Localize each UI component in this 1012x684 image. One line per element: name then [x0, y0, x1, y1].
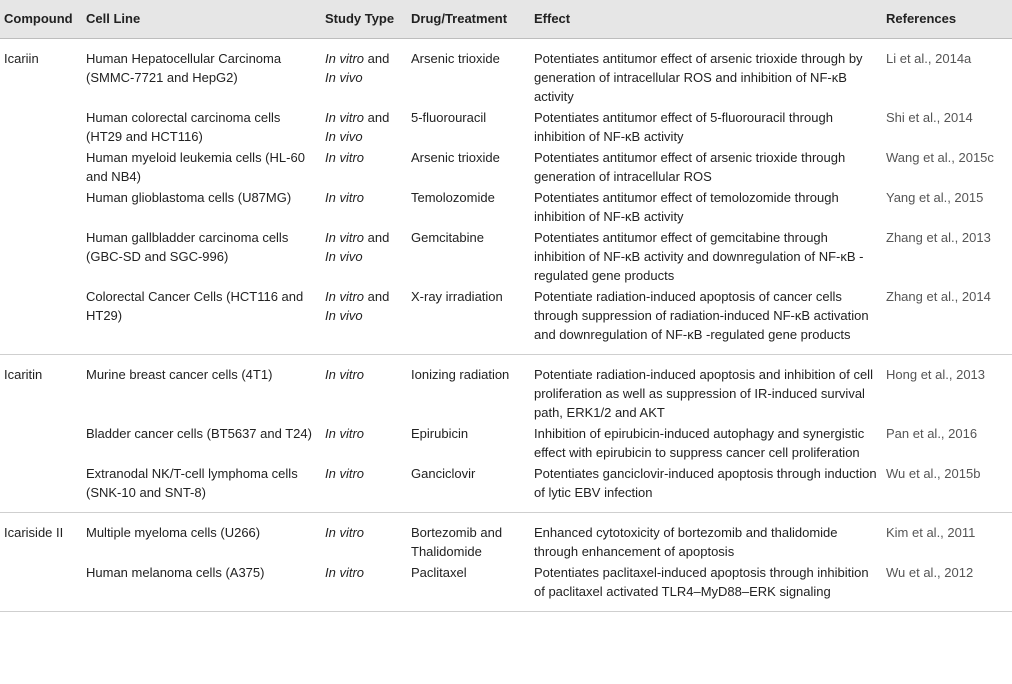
effect-cell: Potentiates antitumor effect of gemcitabine through inhibition of NF-κB activity and downregulation of NF-κB -regulated gene products [534, 230, 864, 283]
cell-line-cell: Human colorectal carcinoma cells (HT29 and HCT116) [86, 110, 281, 144]
table-row [0, 562, 1012, 612]
cell-line-cell: Multiple myeloma cells (U266) [86, 525, 261, 540]
compound-cell: Icariside II [4, 525, 64, 540]
header-references: References [882, 0, 1012, 39]
reference-cell[interactable]: Zhang et al., 2014 [882, 286, 1012, 355]
header-cell-line: Cell Line [82, 0, 321, 39]
effect-cell: Potentiates antitumor effect of temolozomide through inhibition of NF-κB activity [534, 190, 839, 224]
table-row [0, 107, 1012, 147]
drug-cell: Gemcitabine [411, 230, 484, 245]
cell-line-cell: Human Hepatocellular Carcinoma (SMMC-7721 and HepG2) [86, 51, 282, 85]
drug-cell: Epirubicin [411, 426, 469, 441]
compound-cell [0, 107, 82, 147]
reference-cell[interactable]: Pan et al., 2016 [886, 426, 978, 441]
drug-cell: Ionizing radiation [411, 367, 510, 382]
compound-cell [0, 147, 82, 187]
effect-cell: Potentiates antitumor effect of 5-fluorouracil through inhibition of NF-κB activity [534, 110, 833, 144]
drug-cell: Bortezomib and Thalidomide [411, 525, 503, 559]
compound-cell [0, 286, 82, 355]
table-row [0, 513, 1012, 563]
table-row [0, 39, 1012, 108]
study-type-cell: In vitro and In vivo [325, 110, 390, 144]
cell-line-cell: Human myeloid leukemia cells (HL-60 and NB4) [86, 150, 305, 184]
cell-line-cell: Human melanoma cells (A375) [82, 562, 321, 612]
table-row [0, 423, 1012, 463]
compound-cell: Icaritin [4, 367, 43, 382]
effect-cell: Potentiates ganciclovir-induced apoptosis through induction of lytic EBV infection [530, 463, 882, 513]
compound-cell: Icariin [4, 51, 39, 66]
cell-line-cell: Extranodal NK/T-cell lymphoma cells (SNK-10 and SNT-8) [82, 463, 321, 513]
study-type-cell: In vitro and In vivo [321, 286, 407, 355]
compound-cell [0, 227, 82, 286]
study-type-cell: In vitro [321, 463, 407, 513]
drug-cell: Arsenic trioxide [411, 51, 500, 66]
drug-cell: X-ray irradiation [407, 286, 530, 355]
study-type-cell: In vitro [325, 426, 365, 441]
table-row [0, 227, 1012, 286]
header-effect: Effect [530, 0, 882, 39]
table-row [0, 355, 1012, 424]
compound-cell [0, 423, 82, 463]
header-drug: Drug/Treatment [407, 0, 530, 39]
cell-line-cell: Bladder cancer cells (BT5637 and T24) [86, 426, 312, 441]
header-compound: Compound [0, 0, 82, 39]
compound-cell [0, 562, 82, 612]
drug-cell: Arsenic trioxide [411, 150, 500, 165]
drug-cell: Temolozomide [411, 190, 495, 205]
reference-cell[interactable]: Wu et al., 2012 [882, 562, 1012, 612]
effect-cell: Enhanced cytotoxicity of bortezomib and thalidomide through enhancement of apoptosis [534, 525, 838, 559]
study-type-cell: In vitro and In vivo [325, 51, 390, 85]
cell-line-cell: Murine breast cancer cells (4T1) [86, 367, 273, 382]
study-type-cell: In vitro [325, 150, 365, 165]
compound-cell [0, 463, 82, 513]
study-type-cell: In vitro [321, 562, 407, 612]
table-row [0, 147, 1012, 187]
reference-cell[interactable]: Wang et al., 2015c [886, 150, 994, 165]
table-row [0, 286, 1012, 355]
reference-cell[interactable]: Li et al., 2014a [886, 51, 972, 66]
reference-cell[interactable]: Yang et al., 2015 [886, 190, 984, 205]
reference-cell[interactable]: Zhang et al., 2013 [886, 230, 991, 245]
effect-cell: Potentiate radiation-induced apoptosis of cancer cells through suppression of radiation-induced NF-κB activation and downregulation of NF-κB -regulated gene products [530, 286, 882, 355]
effect-cell: Potentiates paclitaxel-induced apoptosis through inhibition of paclitaxel activated TLR4–MyD88–ERK signaling [530, 562, 882, 612]
header-study-type: Study Type [321, 0, 407, 39]
drug-cell: 5-fluorouracil [411, 110, 487, 125]
table-row [0, 463, 1012, 513]
drug-cell: Paclitaxel [407, 562, 530, 612]
reference-cell[interactable]: Wu et al., 2015b [882, 463, 1012, 513]
study-type-cell: In vitro [325, 525, 365, 540]
reference-cell[interactable]: Shi et al., 2014 [886, 110, 973, 125]
reference-cell[interactable]: Kim et al., 2011 [886, 525, 976, 540]
table-row [0, 187, 1012, 227]
study-type-cell: In vitro [325, 367, 365, 382]
cell-line-cell: Human gallbladder carcinoma cells (GBC-SD and SGC-996) [86, 230, 289, 264]
study-type-cell: In vitro [325, 190, 365, 205]
effect-cell: Potentiates antitumor effect of arsenic trioxide through by generation of intracellular ROS and inhibition of NF-κB activity [534, 51, 863, 104]
effect-cell: Inhibition of epirubicin-induced autophagy and synergistic effect with epirubicin to suppress cancer cell proliferation [534, 426, 865, 460]
header-row [0, 0, 1012, 39]
reference-cell[interactable]: Hong et al., 2013 [886, 367, 986, 382]
effect-cell: Potentiates antitumor effect of arsenic trioxide through generation of intracellular ROS [534, 150, 846, 184]
drug-cell: Ganciclovir [407, 463, 530, 513]
study-type-cell: In vitro and In vivo [325, 230, 390, 264]
cell-line-cell: Human glioblastoma cells (U87MG) [86, 190, 292, 205]
cell-line-cell: Colorectal Cancer Cells (HCT116 and HT29) [82, 286, 321, 355]
compound-cell [0, 187, 82, 227]
effect-cell: Potentiate radiation-induced apoptosis and inhibition of cell proliferation as well as suppression of IR-induced survival path, ERK1/2 and AKT [534, 367, 873, 420]
